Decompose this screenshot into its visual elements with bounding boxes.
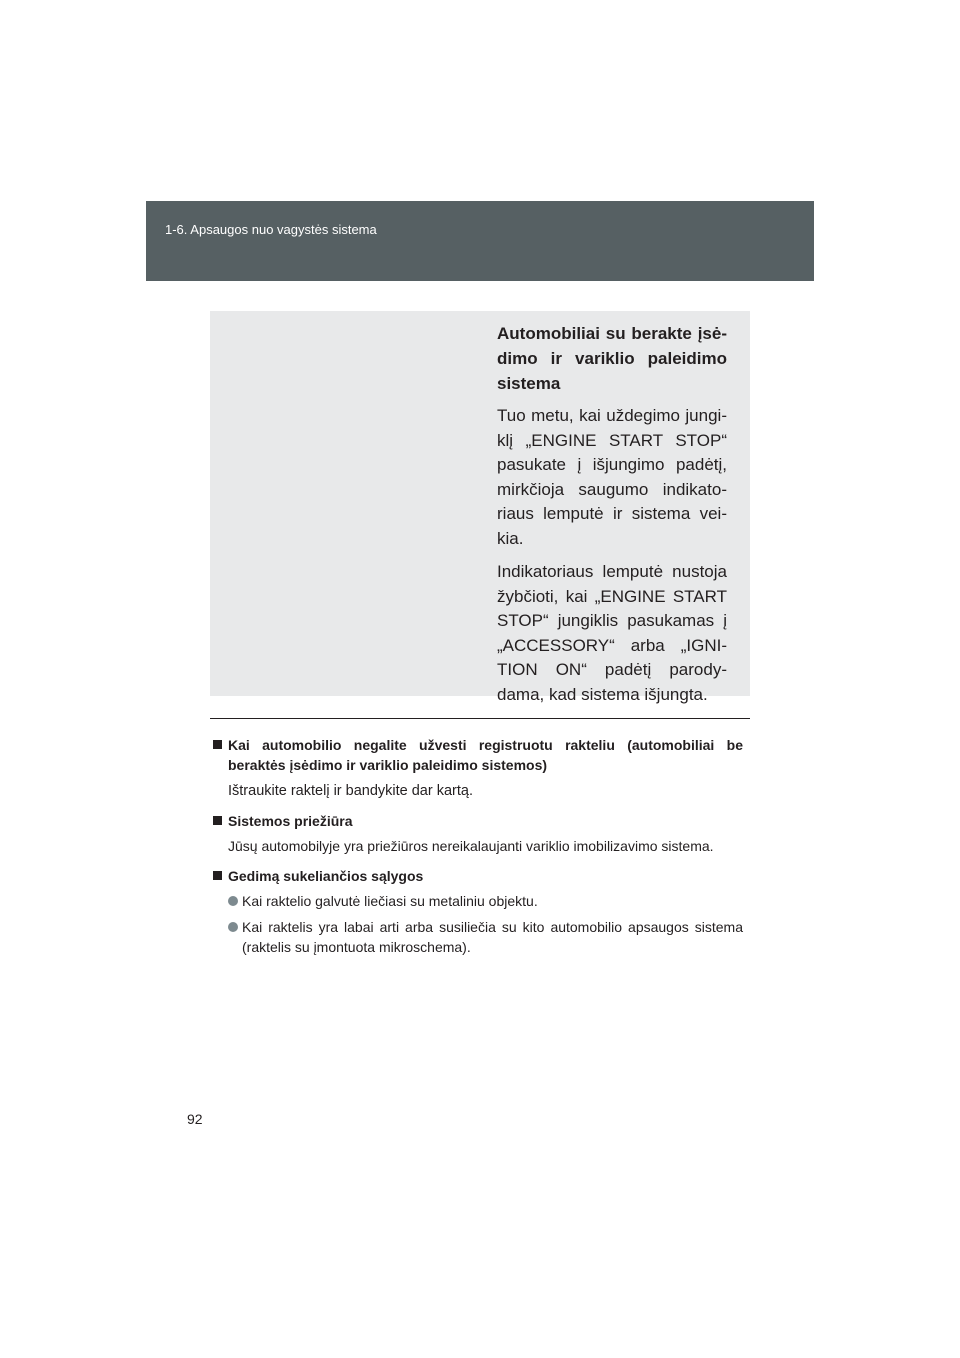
info-box-paragraph: Indikatoriaus lemputė nustoja žybčioti, kai „ENGINE START STOP“ jungiklis pasukamas į „ACCESSORY“ arba „IGNITION ON“ padėtį parodydama, kad sistema išjungta. [497, 562, 727, 704]
list-item [228, 917, 743, 957]
note-title-text: Kai automobilio negalite užvesti registruotu rakteliu (automobiliai be beraktės įsėdimo ir variklio paleidimo sistemos) [228, 737, 743, 773]
note-title-text: Sistemos priežiūra [228, 813, 353, 829]
note-body: Ištraukite raktelį ir bandykite dar kartą. [228, 783, 473, 799]
page-number: 92 [187, 1111, 203, 1127]
list-item-text: Kai raktelio galvutė liečiasi su metaliniu objektu. [242, 893, 538, 909]
note-title [213, 735, 743, 775]
circle-bullet-icon [228, 896, 238, 906]
section-title: 1-6. Apsaugos nuo vagystės sistema [165, 222, 377, 237]
square-bullet-icon [213, 816, 222, 825]
circle-bullet-icon [228, 922, 238, 932]
notes-section [213, 735, 743, 963]
square-bullet-icon [213, 871, 222, 880]
list-item-text: Kai raktelis yra labai arti arba susiliečia su kito automobilio apsaugos sistema (raktelis su įmontuota mikroschema). [242, 919, 743, 955]
square-bullet-icon [213, 740, 222, 749]
info-box-paragraph: Tuo metu, kai uždegimo jungiklį „ENGINE START STOP“ pasukate į išjungimo padėtį, mirkčioja saugumo indikatoriaus lemputė ir sistema veikia. [497, 406, 727, 548]
divider [210, 718, 750, 719]
info-box-heading: Automobiliai su berakte įsėdimo ir variklio paleidimo sistema [497, 324, 727, 393]
list-item [228, 891, 743, 911]
note-body: Jūsų automobilyje yra priežiūros nereikalaujanti variklio imobilizavimo sistema. [228, 838, 714, 854]
info-box [210, 311, 750, 704]
section-header [146, 201, 814, 281]
info-box-text [497, 321, 727, 716]
note-title-text: Gedimą sukeliančios sąlygos [228, 868, 424, 884]
note-title [213, 866, 743, 886]
note-title [213, 811, 743, 831]
